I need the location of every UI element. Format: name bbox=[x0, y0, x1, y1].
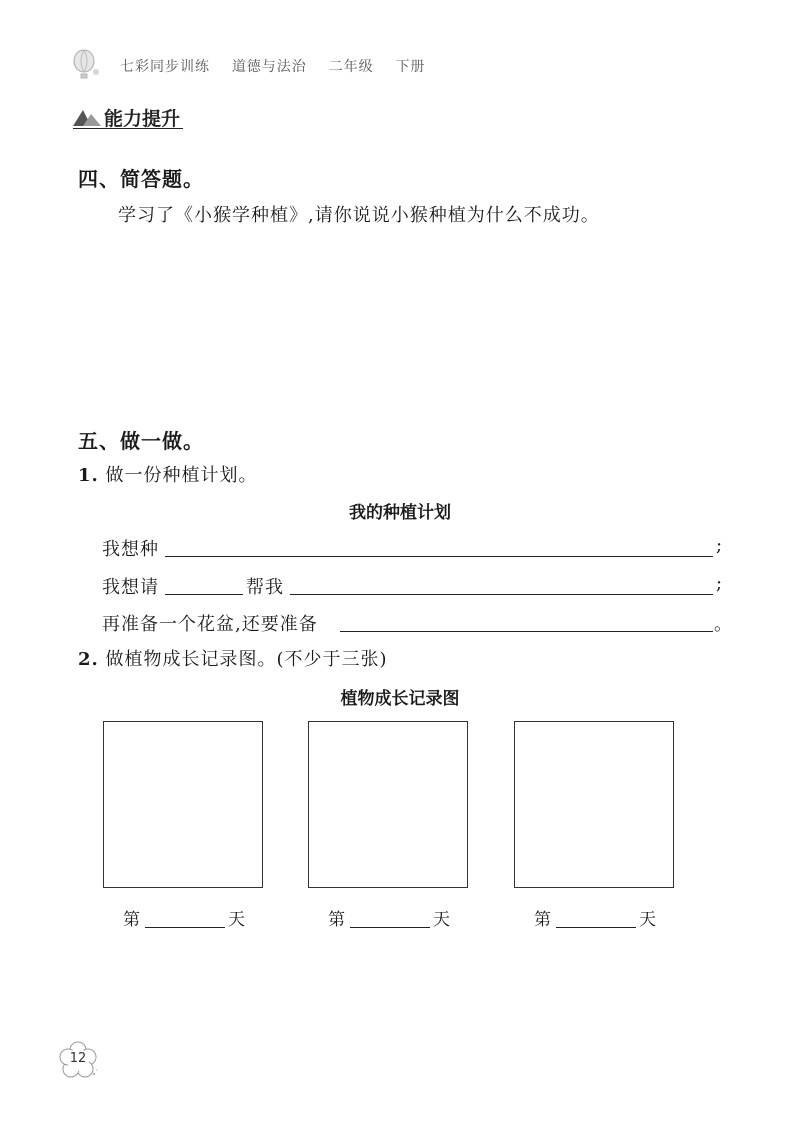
q4-prompt: 学习了《小猴学种植》,请你说说小猴种植为什么不成功。 bbox=[118, 205, 600, 226]
q5-heading: 五、做一做。 bbox=[78, 429, 204, 453]
day-prefix-2: 第 bbox=[328, 910, 345, 930]
plan-line2-label-a: 我想请 bbox=[102, 577, 159, 598]
day-suffix-1: 天 bbox=[228, 910, 245, 930]
plan-line2-label-b: 帮我 bbox=[246, 577, 284, 598]
day-blank-1[interactable] bbox=[145, 927, 225, 928]
mountain-icon bbox=[73, 106, 101, 126]
q4-heading: 四、简答题。 bbox=[78, 167, 204, 191]
header-volume: 下册 bbox=[395, 59, 426, 75]
q5-item2-text: 做植物成长记录图。(不少于三张) bbox=[105, 649, 388, 670]
chart-title: 植物成长记录图 bbox=[340, 689, 460, 709]
plan-line2-blank-b[interactable] bbox=[290, 594, 713, 595]
header-grade: 二年级 bbox=[328, 59, 374, 75]
running-header bbox=[120, 56, 425, 76]
page-number: 12 bbox=[69, 1051, 87, 1066]
drawing-box-3[interactable] bbox=[514, 721, 674, 888]
plan-line1-blank[interactable] bbox=[165, 556, 713, 557]
day-suffix-3: 天 bbox=[639, 910, 656, 930]
plan-line3-blank[interactable] bbox=[340, 631, 713, 632]
day-blank-3[interactable] bbox=[556, 927, 636, 928]
q5-item2-number: 2. bbox=[78, 649, 99, 670]
day-blank-2[interactable] bbox=[350, 927, 430, 928]
q5-item1-number: 1. bbox=[78, 465, 99, 486]
section-tag: 能力提升 bbox=[104, 108, 181, 130]
drawing-box-1[interactable] bbox=[103, 721, 263, 888]
plan-line1-end: ; bbox=[716, 535, 724, 556]
plan-line3-end: 。 bbox=[714, 614, 733, 635]
q5-item1 bbox=[78, 461, 258, 487]
q5-item2 bbox=[78, 645, 388, 671]
day-prefix-3: 第 bbox=[534, 910, 551, 930]
header-subject: 道德与法治 bbox=[231, 59, 307, 75]
q5-item1-text: 做一份种植计划。 bbox=[105, 465, 258, 486]
day-prefix-1: 第 bbox=[123, 910, 140, 930]
plan-line2-blank-a[interactable] bbox=[165, 594, 243, 595]
plan-line3-label: 再准备一个花盆,还要准备 bbox=[102, 614, 318, 635]
plan-line1-label: 我想种 bbox=[102, 539, 159, 560]
balloon-icon bbox=[70, 48, 104, 82]
plan-line2-end: ; bbox=[716, 573, 724, 594]
day-suffix-2: 天 bbox=[433, 910, 450, 930]
plan-title: 我的种植计划 bbox=[349, 503, 451, 523]
drawing-box-2[interactable] bbox=[308, 721, 468, 888]
section-underline bbox=[73, 128, 183, 129]
header-series: 七彩同步训练 bbox=[120, 59, 210, 75]
